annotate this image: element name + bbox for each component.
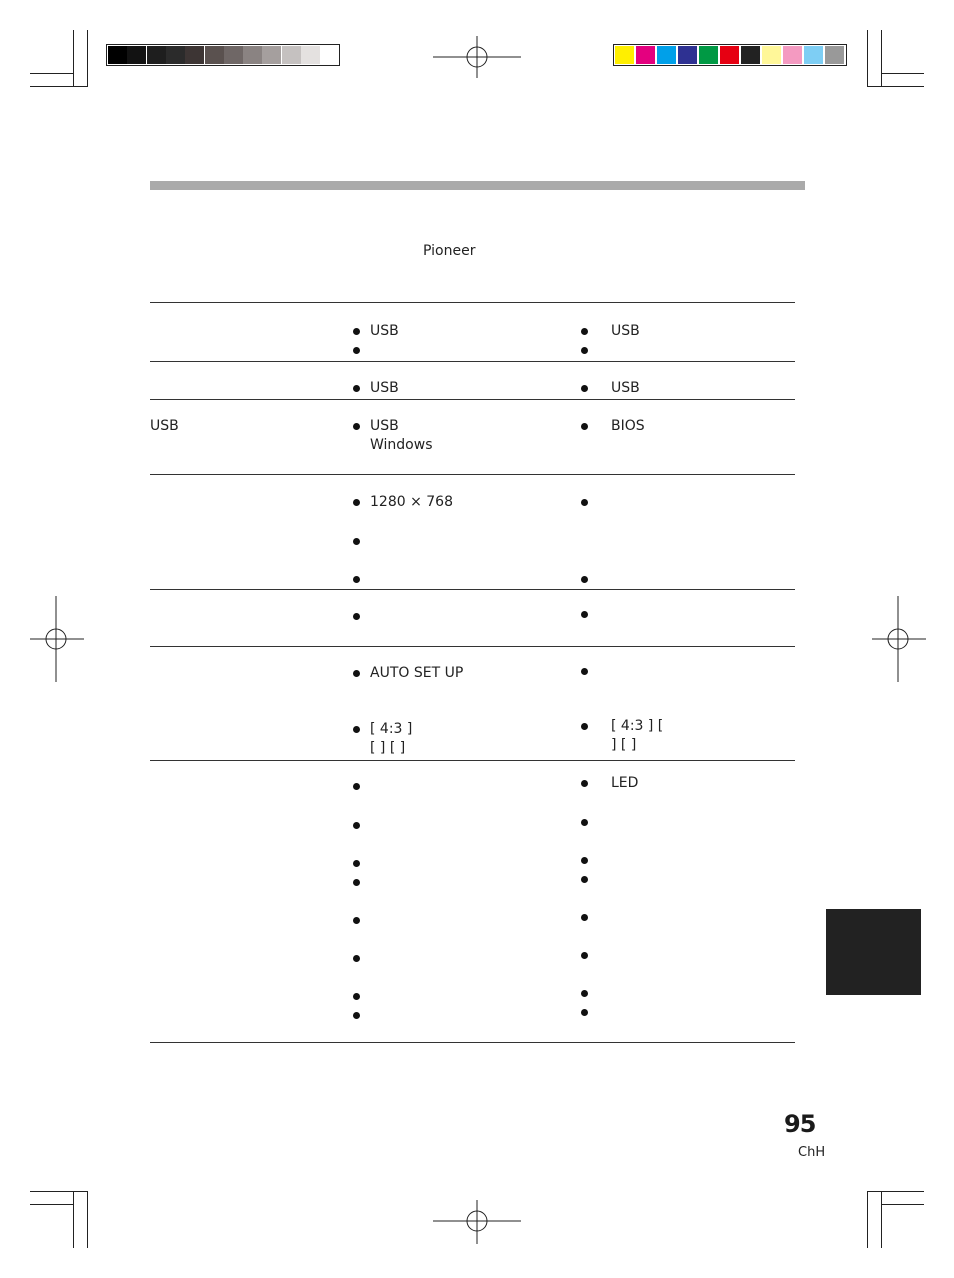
- gray-swatch: [108, 46, 127, 64]
- bullet-dot: [353, 385, 360, 392]
- table-rule: [150, 399, 795, 400]
- left-item-text: AUTO SET UP: [370, 665, 464, 681]
- right-item-text: [ 4:3 ] [: [611, 718, 664, 734]
- bullet-dot: [353, 917, 360, 924]
- color-swatch: [804, 46, 823, 64]
- left-item-text: [ 4:3 ]: [370, 721, 413, 737]
- color-swatch: [762, 46, 781, 64]
- color-swatch: [825, 46, 844, 64]
- table-rule: [150, 760, 795, 761]
- bullet-dot: [581, 819, 588, 826]
- bullet-dot: [353, 993, 360, 1000]
- table-rule: [150, 302, 795, 303]
- bullet-dot: [353, 499, 360, 506]
- bullet-dot: [581, 347, 588, 354]
- right-item-text: USB: [611, 323, 640, 339]
- gray-swatch: [166, 46, 185, 64]
- bullet-dot: [581, 385, 588, 392]
- bullet-dot: [581, 576, 588, 583]
- color-swatch: [699, 46, 718, 64]
- left-item-text: USB: [370, 380, 399, 396]
- left-item-text: USB: [370, 418, 399, 434]
- gray-swatch: [147, 46, 166, 64]
- bullet-dot: [353, 328, 360, 335]
- right-item-text: BIOS: [611, 418, 645, 434]
- bullet-dot: [581, 914, 588, 921]
- bullet-dot: [353, 860, 360, 867]
- gray-swatch: [224, 46, 243, 64]
- table-rule: [150, 474, 795, 475]
- bullet-dot: [353, 879, 360, 886]
- color-swatch: [615, 46, 634, 64]
- bullet-dot: [353, 955, 360, 962]
- bullet-dot: [581, 499, 588, 506]
- bullet-dot: [581, 952, 588, 959]
- bullet-dot: [581, 611, 588, 618]
- row-label: USB: [150, 418, 179, 434]
- left-item-text: USB: [370, 323, 399, 339]
- section-header-bar: [150, 181, 805, 190]
- table-rule: [150, 589, 795, 590]
- bullet-dot: [353, 423, 360, 430]
- bullet-dot: [581, 1009, 588, 1016]
- registration-mark-left: [30, 596, 84, 682]
- table-rule: [150, 1042, 795, 1043]
- left-item-continuation: Windows: [370, 437, 433, 453]
- bullet-dot: [353, 822, 360, 829]
- gray-swatch: [127, 46, 146, 64]
- bullet-dot: [581, 423, 588, 430]
- gray-swatch: [262, 46, 281, 64]
- gray-swatch: [205, 46, 224, 64]
- chapter-side-tab: [826, 909, 921, 995]
- bullet-dot: [353, 613, 360, 620]
- bullet-dot: [581, 723, 588, 730]
- color-swatch: [720, 46, 739, 64]
- bullet-dot: [353, 347, 360, 354]
- left-item-continuation: [ ] [ ]: [370, 740, 406, 756]
- table-rule: [150, 646, 795, 647]
- bullet-dot: [581, 990, 588, 997]
- color-swatch: [657, 46, 676, 64]
- color-swatch: [678, 46, 697, 64]
- bullet-dot: [353, 576, 360, 583]
- bullet-dot: [353, 783, 360, 790]
- registration-mark-right: [872, 596, 926, 682]
- table-rule: [150, 361, 795, 362]
- left-item-text: 1280 × 768: [370, 494, 453, 510]
- gray-swatch: [243, 46, 262, 64]
- registration-mark-bottom: [433, 1200, 521, 1244]
- process-color-bar: [613, 44, 847, 66]
- bullet-dot: [581, 876, 588, 883]
- right-item-text: LED: [611, 775, 639, 791]
- page-number: 95: [784, 1110, 816, 1138]
- bullet-dot: [353, 670, 360, 677]
- bullet-dot: [353, 1012, 360, 1019]
- gray-swatch: [282, 46, 301, 64]
- bullet-dot: [581, 857, 588, 864]
- bullet-dot: [581, 668, 588, 675]
- gray-swatch: [320, 46, 339, 64]
- grayscale-color-bar: [106, 44, 340, 66]
- bullet-dot: [353, 726, 360, 733]
- right-item-text: USB: [611, 380, 640, 396]
- right-item-continuation: ] [ ]: [611, 737, 637, 753]
- color-swatch: [783, 46, 802, 64]
- gray-swatch: [185, 46, 204, 64]
- bullet-dot: [353, 538, 360, 545]
- language-code: ChH: [798, 1145, 826, 1160]
- color-swatch: [741, 46, 760, 64]
- registration-mark-top: [433, 36, 521, 78]
- bullet-dot: [581, 328, 588, 335]
- intro-text: Pioneer: [423, 243, 476, 259]
- gray-swatch: [301, 46, 320, 64]
- color-swatch: [636, 46, 655, 64]
- bullet-dot: [581, 780, 588, 787]
